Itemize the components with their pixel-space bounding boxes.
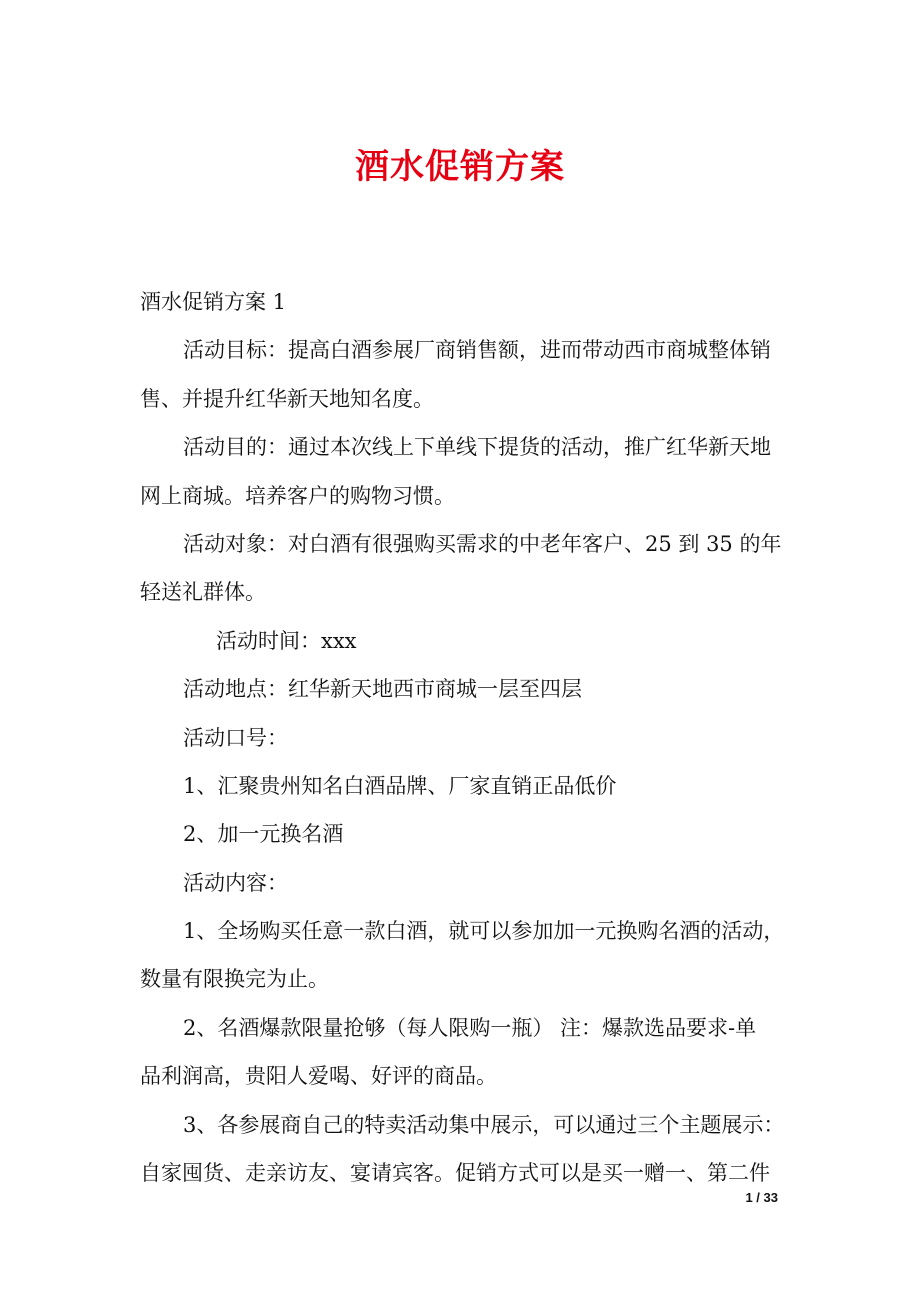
list-item: 1、全场购买任意一款白酒，就可以参加加一元换购名酒的活动，	[183, 919, 785, 944]
paragraph-line: 数量有限换完为止。	[140, 967, 329, 992]
section-heading: 酒水促销方案 1	[140, 290, 287, 314]
document-body	[140, 278, 788, 1197]
document-title: 酒水促销方案	[355, 147, 565, 187]
page-number: 1 / 33	[745, 1190, 778, 1205]
paragraph-line: 活动对象：对白酒有很强购买需求的中老年客户、25 到 35 的年	[183, 531, 782, 556]
paragraph-line: 售、并提升红华新天地知名度。	[140, 386, 434, 411]
paragraph-line: 活动目标：提高白酒参展厂商销售额，进而带动西市商城整体销	[183, 338, 771, 363]
list-item: 2、名酒爆款限量抢够（每人限购一瓶） 注：爆款选品要求-单	[183, 1015, 757, 1040]
paragraph-line: 自家囤货、走亲访友、宴请宾客。促销方式可以是买一赠一、第二件	[140, 1161, 770, 1186]
paragraph-line: 网上商城。培养客户的购物习惯。	[140, 483, 455, 508]
paragraph-line: 品利润高，贵阳人爱喝、好评的商品。	[140, 1064, 497, 1089]
paragraph-line: 活动口号：	[183, 725, 288, 750]
list-item: 3、各参展商自己的特卖活动集中展示，可以通过三个主题展示：	[183, 1112, 785, 1137]
list-item: 1、汇聚贵州知名白酒品牌、厂家直销正品低价	[183, 773, 617, 798]
paragraph-line: 轻送礼群体。	[140, 580, 266, 605]
paragraph-line: 活动目的：通过本次线上下单线下提货的活动，推广红华新天地	[183, 435, 771, 460]
list-item: 2、加一元换名酒	[183, 822, 344, 847]
paragraph-line: 活动内容：	[183, 870, 288, 895]
paragraph-line: 活动时间：xxx	[216, 628, 357, 653]
paragraph-line: 活动地点：红华新天地西市商城一层至四层	[183, 677, 582, 702]
